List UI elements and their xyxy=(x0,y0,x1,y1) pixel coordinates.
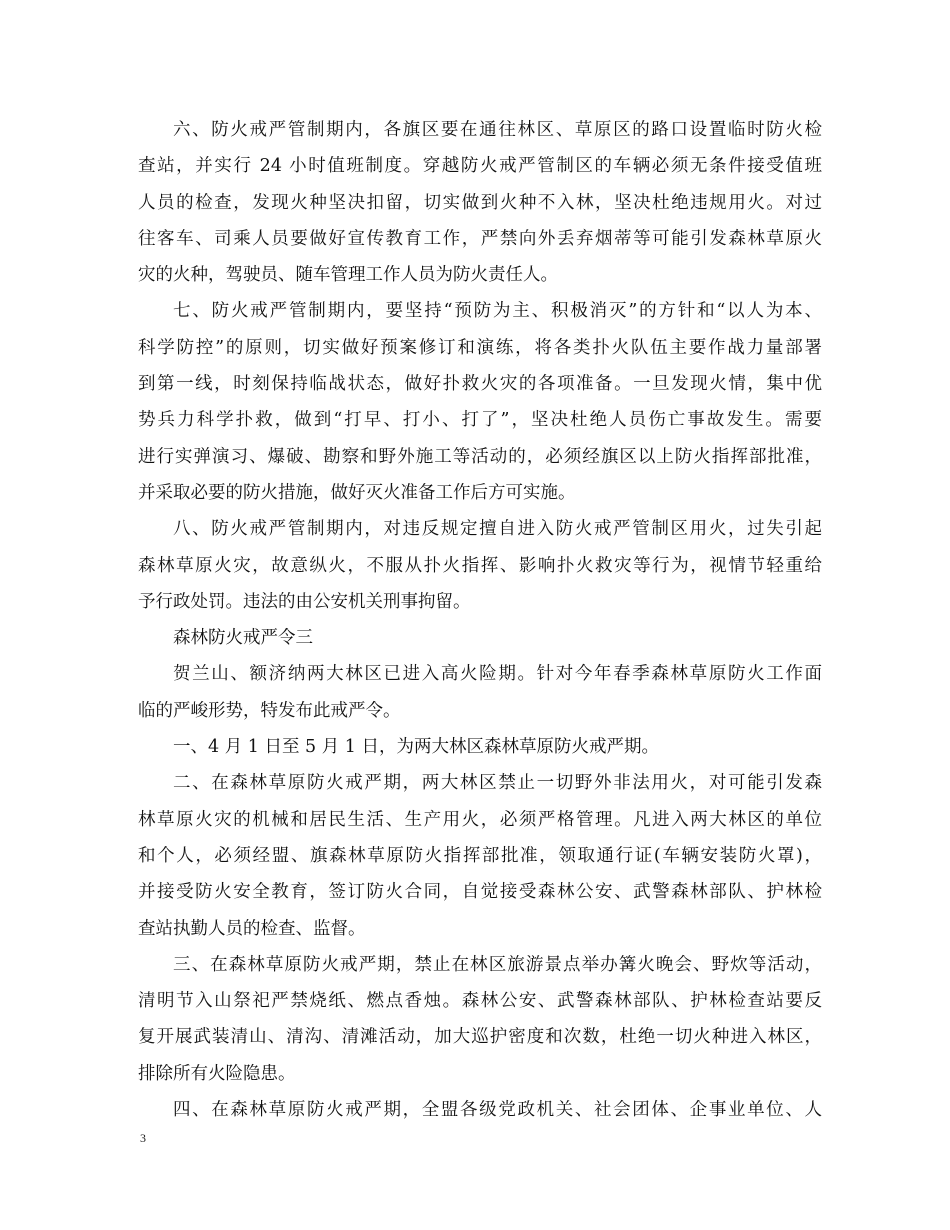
text-line: 和个人，必须经盟、旗森林草原防火指挥部批准，领取通行证(车辆安装防火罩)， xyxy=(138,845,822,866)
document-body xyxy=(138,112,822,1128)
text-line: 六、防火戒严管制期内，各旗区要在通往林区、草原区的路口设置临时防火检 xyxy=(173,120,822,140)
text-line: 排除所有火险隐患。 xyxy=(138,1063,296,1084)
text-line: 八、防火戒严管制期内，对违反规定擅自进入防火戒严管制区用火，过失引起 xyxy=(173,519,822,540)
text-line: 灾的火种，驾驶员、随车管理工作人员为防火责任人。 xyxy=(138,265,558,286)
text-line: 并接受防火安全教育，签订防火合同，自觉接受森林公安、武警森林部队、护林检 xyxy=(138,882,822,903)
text-line: 一、4 月 1 日至 5 月 1 日，为两大林区森林草原防火戒严期。 xyxy=(173,737,659,758)
text-line: 森林防火戒严令三 xyxy=(173,628,313,649)
text-line: 林草原火灾的机械和居民生活、生产用火，必须严格管理。凡进入两大林区的单位 xyxy=(138,809,822,830)
text-line: 三、在森林草原防火戒严期，禁止在林区旅游景点举办篝火晚会、野炊等活动， xyxy=(173,954,822,975)
text-line: 二、在森林草原防火戒严期，两大林区禁止一切野外非法用火，对可能引发森 xyxy=(173,773,822,794)
text-line: 进行实弹演习、爆破、勘察和野外施工等活动的，必须经旗区以上防火指挥部批准， xyxy=(138,446,822,467)
text-line: 七、防火戒严管制期内，要坚持“预防为主、积极消灭”的方针和“以人为本、 xyxy=(173,301,822,322)
text-line: 贺兰山、额济纳两大林区已进入高火险期。针对今年春季森林草原防火工作面 xyxy=(173,664,822,685)
text-line: 予行政处罚。违法的由公安机关刑事拘留。 xyxy=(138,591,471,612)
page-number: 3 xyxy=(140,1131,146,1145)
text-line: 往客车、司乘人员要做好宣传教育工作，严禁向外丢弃烟蒂等可能引发森林草原火 xyxy=(138,228,822,249)
text-line: 清明节入山祭祀严禁烧纸、燃点香烛。森林公安、武警森林部队、护林检查站要反 xyxy=(138,991,822,1012)
text-line: 人员的检查，发现火种坚决扣留，切实做到火种不入林，坚决杜绝违规用火。对过 xyxy=(138,192,822,213)
text-line: 四、在森林草原防火戒严期，全盟各级党政机关、社会团体、企事业单位、人 xyxy=(173,1100,822,1121)
text-line: 复开展武装清山、清沟、清滩活动，加大巡护密度和次数，杜绝一切火种进入林区， xyxy=(138,1027,822,1048)
text-line: 到第一线，时刻保持临战状态，做好扑救火灾的各项准备。一旦发现火情，集中优 xyxy=(138,374,822,395)
text-line: 势兵力科学扑救，做到“打早、打小、打了”，坚决杜绝人员伤亡事故发生。需要 xyxy=(138,410,822,431)
text-line: 森林草原火灾，故意纵火，不服从扑火指挥、影响扑火救灾等行为，视情节轻重给 xyxy=(138,555,822,576)
text-line: 科学防控”的原则，切实做好预案修订和演练，将各类扑火队伍主要作战力量部署 xyxy=(138,337,822,358)
text-line: 并采取必要的防火措施，做好灭火准备工作后方可实施。 xyxy=(138,482,576,503)
text-line: 临的严峻形势，特发布此戒严令。 xyxy=(138,700,401,721)
text-line: 查站执勤人员的检查、监督。 xyxy=(138,918,366,939)
text-line: 查站，并实行 24 小时值班制度。穿越防火戒严管制区的车辆必须无条件接受值班 xyxy=(138,156,822,177)
